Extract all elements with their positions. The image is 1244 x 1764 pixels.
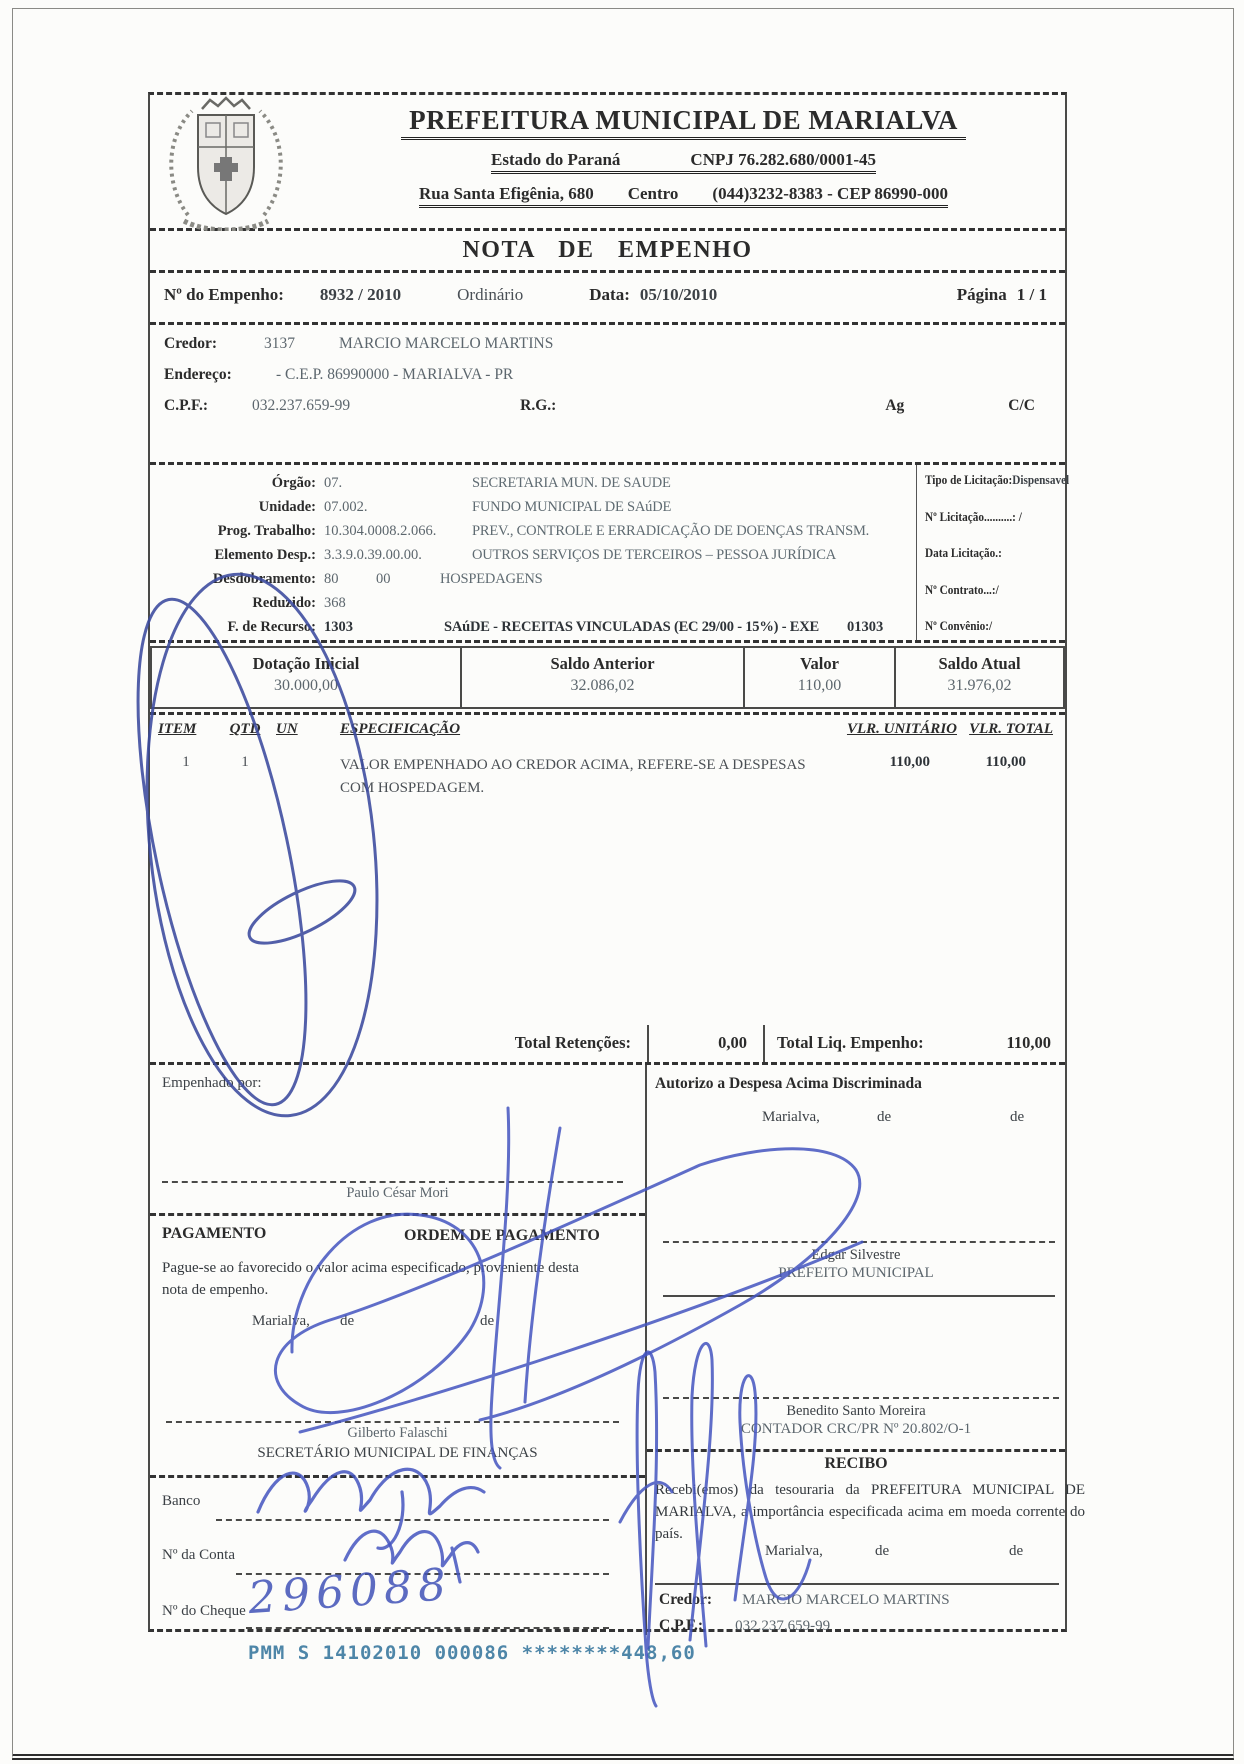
- desdobramento-code2: 00: [376, 571, 391, 587]
- dotacao-inicial-cell: [150, 646, 462, 709]
- item-row: [150, 738, 1065, 800]
- date-value: 05/10/2010: [639, 284, 718, 304]
- mayor-name: Edgar Silvestre: [811, 1247, 901, 1263]
- saldo-anterior-cell: [460, 646, 745, 709]
- prog-trabalho-label: Prog. Trabalho:: [217, 523, 316, 539]
- header-item: ITEM: [158, 721, 197, 737]
- city-name: Marialva,: [765, 1543, 823, 1559]
- licitacao-column: [916, 465, 1070, 640]
- dotacao-inicial-label: Dotação Inicial: [252, 654, 360, 673]
- item-especificacao: VALOR EMPENHADO AO CREDOR ACIMA, REFERE-SE A DESPESAS COM HOSPEDAGEM.: [340, 757, 806, 796]
- mayor-box-line: [663, 1295, 1055, 1297]
- header-especificacao: ESPECIFICAÇÃO: [340, 721, 461, 737]
- numero-licitacao-line: Nº Licitação..........: /: [925, 509, 1022, 524]
- item-vlr-total: 110,00: [985, 754, 1026, 770]
- address-label: Endereço:: [164, 366, 232, 383]
- creditor-name: MARCIO MARCELO MARTINS: [339, 335, 554, 352]
- header-vlr-total: VLR. TOTAL: [969, 721, 1053, 737]
- saldo-atual-cell: [894, 646, 1065, 709]
- cheque-fill-line: [246, 1627, 609, 1629]
- elemento-desp-code: 3.3.9.0.39.00.00.: [324, 547, 422, 563]
- saldo-atual-label: Saldo Atual: [938, 654, 1021, 673]
- fonte-recurso-code2: 01303: [846, 619, 884, 635]
- finance-signer-name: Gilberto Falaschi: [347, 1425, 448, 1441]
- saldo-atual-value: 31.976,02: [947, 677, 1012, 694]
- handwritten-cheque-number: 296088: [246, 1558, 454, 1625]
- finance-signature-line: [166, 1421, 619, 1423]
- fonte-recurso-desc: SAúDE - RECEITAS VINCULADAS (EC 29/00 - 15%) - EXE: [444, 619, 819, 635]
- tipo-licitacao-value: Dispensavel: [1012, 473, 1070, 487]
- header-qtd: QTD: [229, 721, 261, 737]
- contador-name: Benedito Santo Moreira: [786, 1403, 926, 1419]
- signatures-section: [150, 1065, 1085, 1635]
- page-value: 1 / 1: [1016, 284, 1047, 304]
- city-name: Marialva,: [762, 1109, 820, 1125]
- coat-of-arms-icon: [150, 95, 302, 228]
- cpf-value: 032.237.659-99: [252, 397, 351, 414]
- recibo-cpf-label: C.P.F.:: [659, 1617, 704, 1634]
- pague-se-text: Pague-se ao favorecido o valor acima especificado, proveniente desta nota de empenho.: [162, 1260, 579, 1298]
- item-number: 1: [182, 754, 190, 770]
- empenho-kind: Ordinário: [457, 284, 524, 304]
- contrato-line: Nº Contrato...:/: [925, 582, 999, 597]
- prog-trabalho-desc: PREV., CONTROLE E ERRADICAÇÃO DE DOENÇAS TRANSM.: [472, 523, 870, 539]
- divider: [647, 1449, 1065, 1452]
- creditor-label: Credor:: [164, 335, 218, 352]
- item-un: [276, 754, 340, 800]
- state-cnpj-line: [491, 150, 876, 174]
- orgao-code: 07.: [324, 475, 343, 491]
- municipality-title: PREFEITURA MUNICIPAL DE MARIALVA: [401, 105, 966, 140]
- desdobramento-code: 80: [324, 571, 339, 587]
- data-licitacao-line: Data Licitação.:: [925, 546, 1002, 560]
- mayor-signature-line: [663, 1241, 1055, 1243]
- banco-label: Banco: [162, 1493, 201, 1509]
- cheque-label: Nº do Cheque: [162, 1603, 246, 1619]
- contador-signature-line: [663, 1397, 1059, 1399]
- payment-column: [150, 1065, 647, 1635]
- header-vlr-unitario: VLR. UNITÁRIO: [846, 721, 957, 737]
- empenho-number-row: [150, 273, 1065, 325]
- valor-cell: [743, 646, 896, 709]
- valor-label: Valor: [800, 654, 839, 673]
- address-district: Centro: [627, 184, 679, 203]
- recibo-credor-name: MARCIO MARCELO MARTINS: [742, 1592, 950, 1608]
- rg-label: R.G.:: [520, 397, 557, 414]
- items-table: [150, 715, 1065, 1025]
- agency-label: Ag: [885, 397, 905, 414]
- address-line: [419, 184, 948, 208]
- tipo-licitacao-label: Tipo de Licitação:: [925, 473, 1013, 487]
- de-word: de: [340, 1313, 355, 1329]
- de-word: de: [1010, 1109, 1025, 1125]
- mayor-role: PREFEITO MUNICIPAL: [778, 1265, 934, 1281]
- de-word: de: [875, 1543, 890, 1559]
- de-word: de: [480, 1313, 495, 1329]
- totals-row: [150, 1025, 1065, 1065]
- balance-summary-row: [150, 643, 1065, 715]
- pagamento-title: PAGAMENTO: [162, 1225, 267, 1242]
- dot-matrix-stamp: PMM S 14102010 000086 ********448,60: [248, 1642, 696, 1664]
- conta-label: Nº da Conta: [162, 1547, 235, 1563]
- budget-section: [150, 465, 1070, 643]
- total-liq-value: 110,00: [1006, 1033, 1051, 1052]
- empenho-number-label: Nº do Empenho:: [164, 284, 284, 304]
- fonte-recurso-code: 1303: [324, 619, 353, 635]
- item-vlr-unitario: 110,00: [889, 754, 930, 770]
- tipo-licitacao-line: [925, 473, 1070, 488]
- unidade-desc: FUNDO MUNICIPAL DE SAúDE: [472, 499, 672, 515]
- reduzido-code: 368: [324, 595, 346, 611]
- address-phone-cep: (044)3232-8383 - CEP 86990-000: [712, 184, 949, 203]
- orgao-label: Órgão:: [271, 475, 316, 491]
- recibo-text: Recebi(emos) da tesouraria da PREFEITURA MUNICIPAL DE MARIALVA, a importância especificada acima em moeda corrente do país.: [655, 1482, 1085, 1542]
- creditor-section: [150, 325, 1065, 465]
- divider: [150, 1475, 645, 1478]
- desdobramento-desc: HOSPEDAGENS: [440, 571, 543, 587]
- orgao-desc: SECRETARIA MUN. DE SAUDE: [472, 475, 671, 491]
- recibo-credor-label: Credor:: [659, 1591, 713, 1608]
- total-retencoes-label: Total Retenções:: [514, 1033, 631, 1052]
- convenio-line: Nº Convênio:/: [925, 619, 993, 633]
- unidade-code: 07.002.: [324, 499, 368, 515]
- document-title: NOTA DE EMPENHO: [150, 231, 1065, 273]
- document-frame: [148, 92, 1085, 1634]
- header-section: [150, 95, 1065, 231]
- saldo-anterior-value: 32.086,02: [570, 677, 635, 694]
- creditor-code: 3137: [264, 335, 295, 352]
- total-retencoes-value: 0,00: [647, 1025, 765, 1062]
- banco-fill-line: [216, 1519, 609, 1521]
- elemento-desp-desc: OUTROS SERVIÇOS DE TERCEIROS – PESSOA JURÍDICA: [472, 547, 837, 563]
- recibo-creditor-line: [655, 1583, 1059, 1585]
- empenhado-signer-name: Paulo César Mori: [346, 1185, 449, 1201]
- prog-trabalho-code: 10.304.0008.2.066.: [324, 523, 437, 539]
- autorizo-title: Autorizo a Despesa Acima Discriminada: [655, 1075, 922, 1092]
- page-label: Página: [956, 284, 1007, 304]
- city-name: Marialva,: [252, 1313, 310, 1329]
- item-qtd: 1: [241, 754, 249, 770]
- creditor-address: - C.E.P. 86990000 - MARIALVA - PR: [276, 366, 514, 383]
- desdobramento-label: Desdobramento:: [212, 571, 316, 587]
- items-table-header: [150, 715, 1065, 738]
- date-label: Data:: [589, 284, 630, 304]
- address-street: Rua Santa Efigênia, 680: [418, 184, 594, 203]
- empenhado-signature-line: [162, 1181, 623, 1183]
- empenho-number-value: 8932 / 2010: [319, 284, 402, 304]
- cnpj-value: CNPJ 76.282.680/0001-45: [690, 150, 876, 169]
- empenhado-por-label: Empenhado por:: [162, 1075, 262, 1091]
- state-label: Estado do Paraná: [491, 150, 621, 169]
- authorization-column: [647, 1065, 1085, 1635]
- total-liq-label: Total Liq. Empenho:: [777, 1033, 924, 1052]
- de-word: de: [877, 1109, 892, 1125]
- de-word: de: [1009, 1543, 1024, 1559]
- unidade-label: Unidade:: [258, 499, 316, 515]
- finance-signer-role: SECRETÁRIO MUNICIPAL DE FINANÇAS: [257, 1445, 538, 1461]
- elemento-desp-label: Elemento Desp.:: [214, 547, 316, 563]
- divider: [150, 1213, 645, 1216]
- saldo-anterior-label: Saldo Anterior: [550, 654, 655, 673]
- ordem-pagamento-title: ORDEM DE PAGAMENTO: [404, 1227, 600, 1244]
- account-label: C/C: [1008, 397, 1035, 414]
- header-un: UN: [276, 721, 298, 737]
- valor-value: 110,00: [797, 677, 842, 694]
- total-liq-cell: [765, 1025, 1065, 1062]
- budget-left-column: [150, 465, 916, 640]
- recibo-cpf-row: [659, 1617, 830, 1635]
- cpf-label: C.P.F.:: [164, 397, 209, 414]
- recibo-title: RECIBO: [824, 1455, 888, 1472]
- recibo-cpf-value: 032.237.659-99: [735, 1618, 831, 1634]
- recibo-credor-row: [659, 1591, 950, 1609]
- fonte-recurso-label: F. de Recurso:: [227, 619, 316, 635]
- contador-role: CONTADOR CRC/PR Nº 20.802/O-1: [740, 1421, 972, 1437]
- reduzido-label: Reduzido:: [252, 595, 316, 611]
- dotacao-inicial-value: 30.000,00: [274, 677, 338, 694]
